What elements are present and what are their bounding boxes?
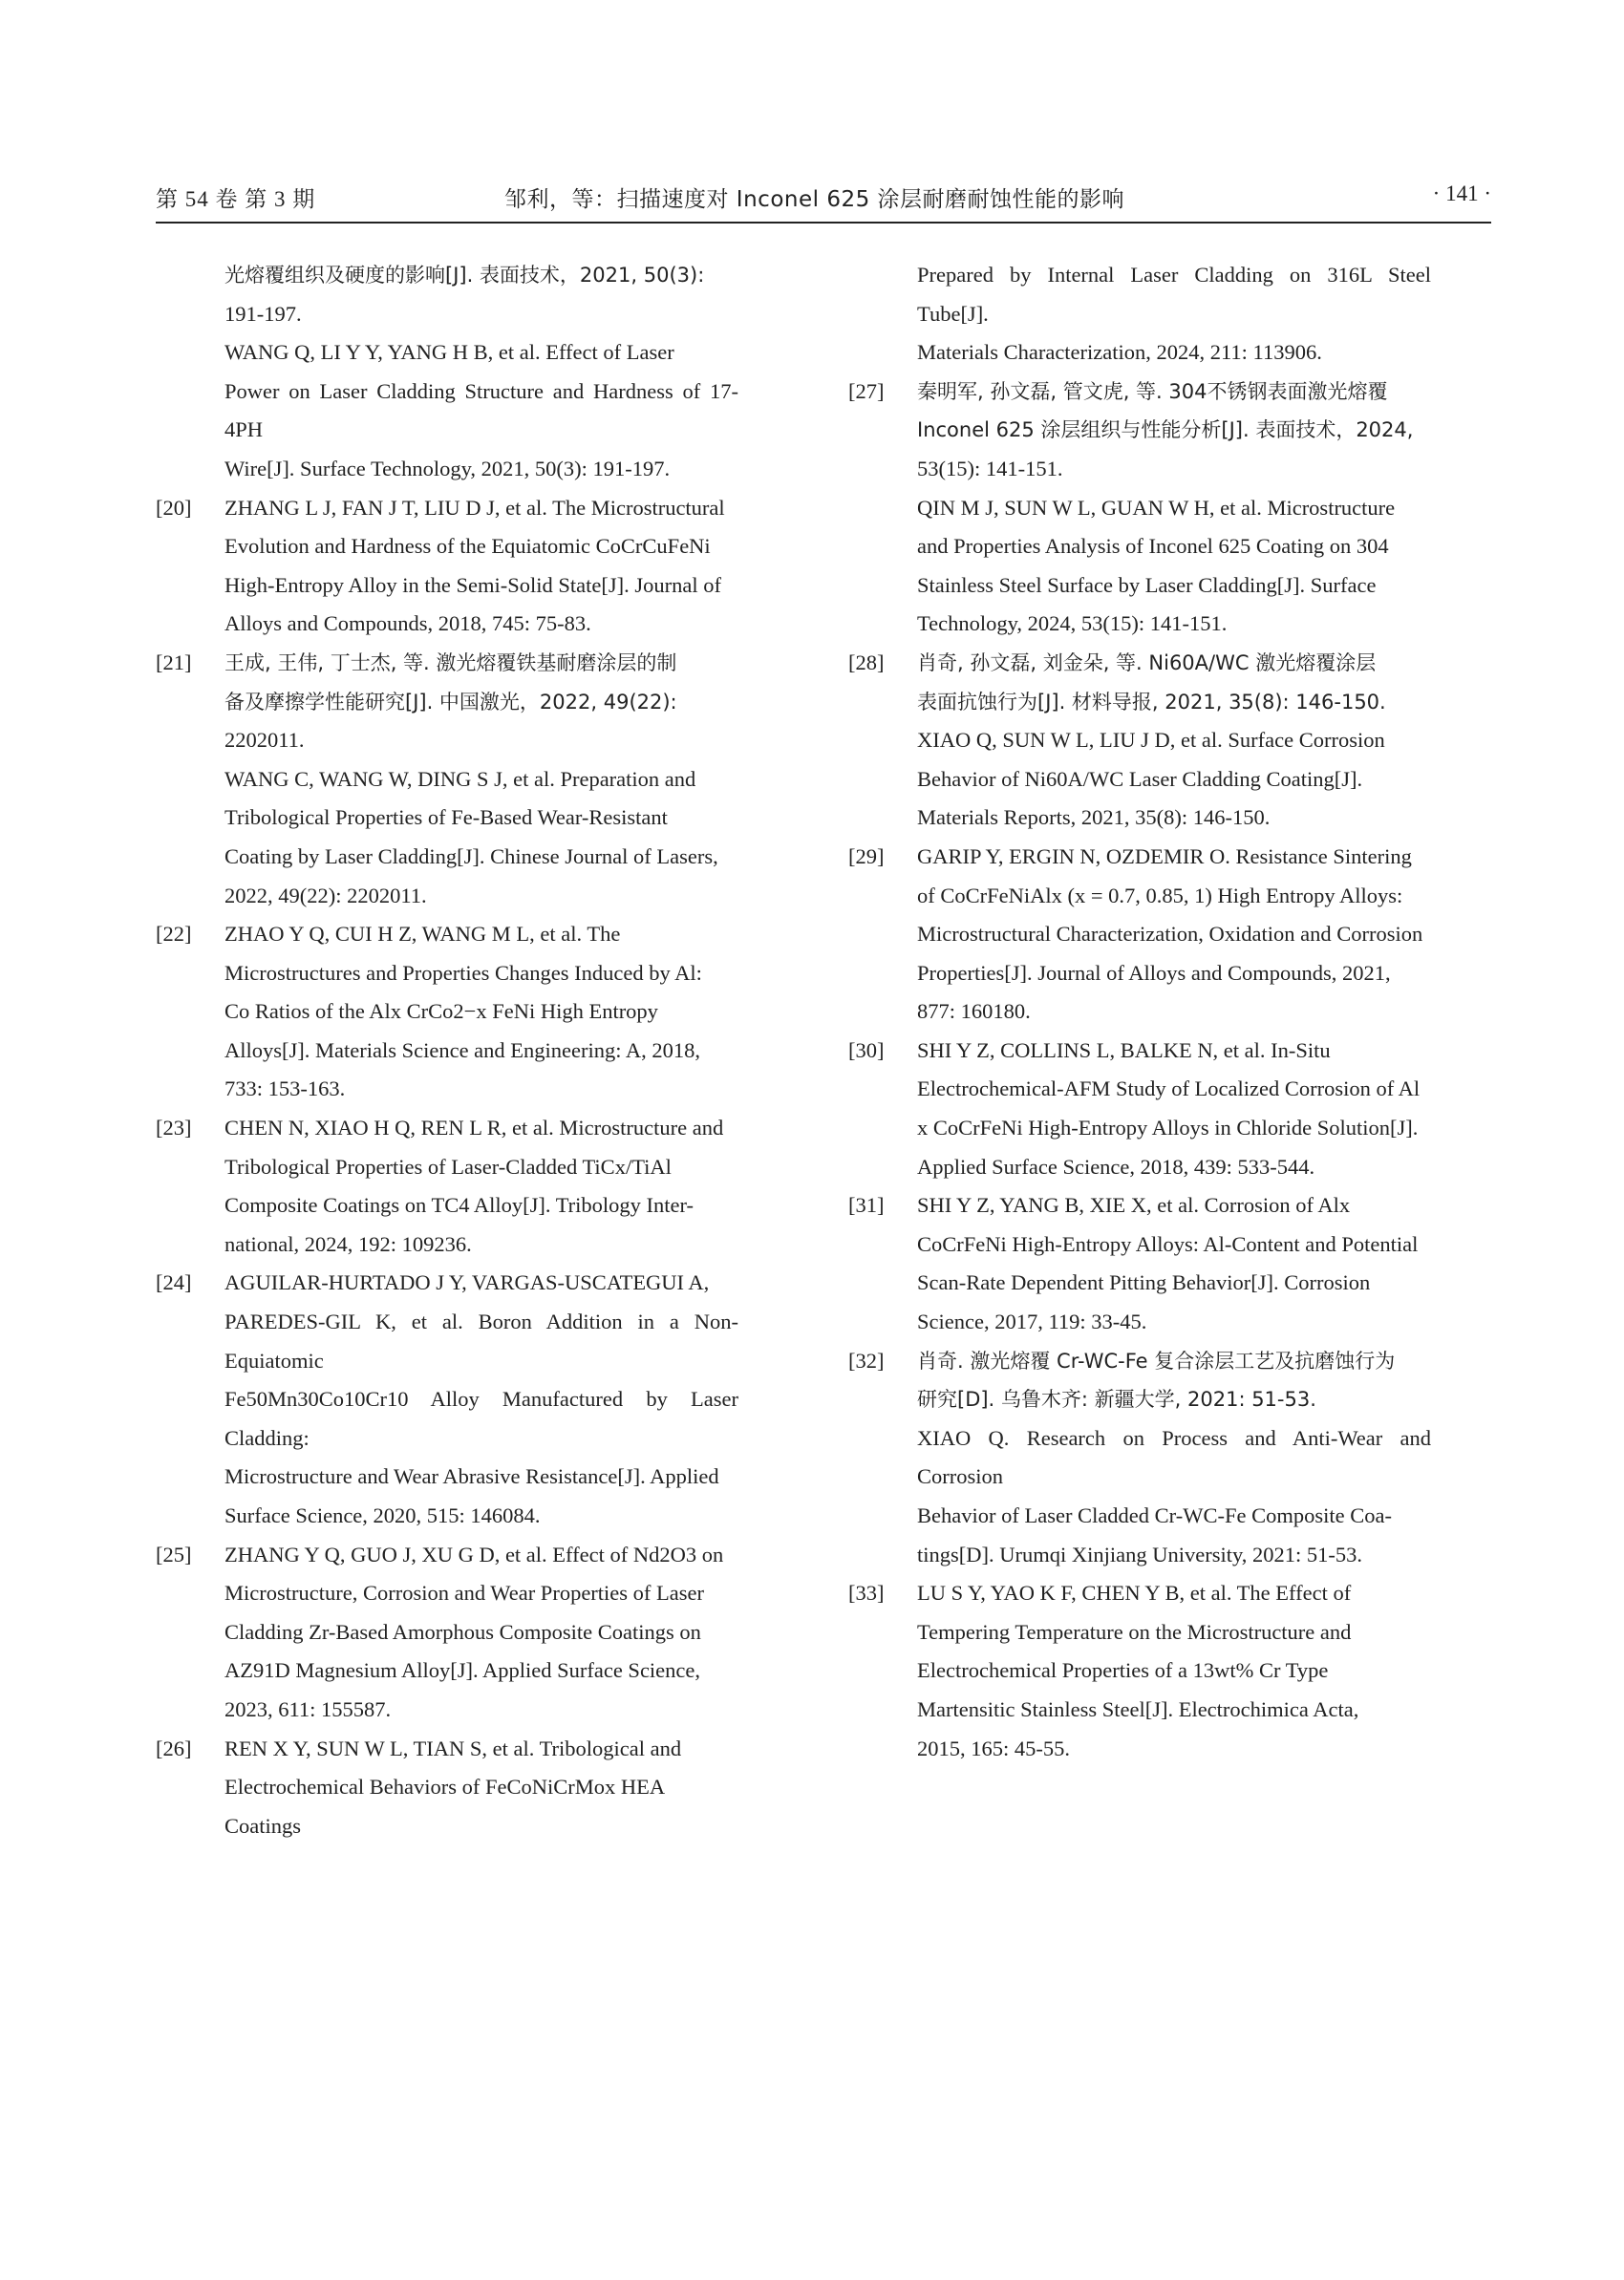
reference-line: High-Entropy Alloy in the Semi-Solid State[J]. Journal of	[224, 572, 721, 597]
reference-entry	[156, 1730, 738, 1846]
running-title: 邹利，等：扫描速度对 Inconel 625 涂层耐磨耐蚀性能的影响	[504, 187, 1125, 212]
reference-line: 肖奇. 激光熔覆 Cr-WC-Fe 复合涂层工艺及抗磨蚀行为	[917, 1349, 1396, 1373]
reference-entry	[156, 644, 738, 915]
reference-line: 2015, 165: 45-55.	[917, 1736, 1070, 1760]
header-rule	[156, 222, 1491, 224]
reference-line: Alloys[J]. Materials Science and Engineering: A, 2018,	[224, 1037, 701, 1062]
reference-entry	[156, 915, 738, 1109]
reference-line: Electrochemical-AFM Study of Localized Corrosion of Al	[917, 1076, 1421, 1101]
reference-line: 研究[D]. 乌鲁木齐: 新疆大学, 2021: 51-53.	[917, 1388, 1316, 1412]
reference-entry	[156, 1109, 738, 1264]
reference-line: AZ91D Magnesium Alloy[J]. Applied Surface Science,	[224, 1658, 701, 1683]
reference-line: 877: 160180.	[917, 999, 1031, 1024]
reference-line: REN X Y, SUN W L, TIAN S, et al. Tribological and	[224, 1736, 682, 1760]
reference-entry	[156, 1536, 738, 1730]
reference-line: 733: 153-163.	[224, 1076, 346, 1101]
reference-number: [33]	[848, 1581, 885, 1606]
reference-number: [25]	[156, 1542, 192, 1566]
reference-entry	[848, 1032, 1431, 1186]
reference-line: tings[D]. Urumqi Xinjiang University, 2021: 51-53.	[917, 1542, 1362, 1566]
reference-line: GARIP Y, ERGIN N, OZDEMIR O. Resistance Sintering	[917, 843, 1412, 868]
reference-number: [31]	[848, 1193, 885, 1218]
reference-number: [30]	[848, 1037, 885, 1062]
reference-line: WANG Q, LI Y Y, YANG H B, et al. Effect of Laser	[224, 340, 674, 365]
reference-number: [21]	[156, 650, 192, 674]
reference-line: 2022, 49(22): 2202011.	[224, 883, 427, 907]
reference-line: Co Ratios of the Alx CrCo2−x FeNi High Entropy	[224, 999, 658, 1024]
reference-line: SHI Y Z, COLLINS L, BALKE N, et al. In-Situ	[917, 1037, 1331, 1062]
reference-number: [27]	[848, 378, 885, 403]
reference-line: Applied Surface Science, 2018, 439: 533-544.	[917, 1154, 1315, 1179]
reference-line: Microstructure, Corrosion and Wear Properties of Laser	[224, 1581, 704, 1606]
reference-line: Tempering Temperature on the Microstructure and	[917, 1619, 1352, 1644]
reference-line: Evolution and Hardness of the Equiatomic CoCrCuFeNi	[224, 534, 711, 559]
journal-volume-issue: 第 54 卷 第 3 期	[156, 187, 316, 211]
reference-entry	[848, 1186, 1431, 1341]
reference-entry	[848, 644, 1431, 838]
reference-line: Composite Coatings on TC4 Alloy[J]. Tribology Inter-	[224, 1193, 694, 1218]
reference-line: Coating by Laser Cladding[J]. Chinese Journal of Lasers,	[224, 843, 718, 868]
reference-line: Cladding Zr-Based Amorphous Composite Coatings on	[224, 1619, 701, 1644]
reference-continuation	[848, 256, 1431, 373]
reference-line: Stainless Steel Surface by Laser Cladding[J]. Surface	[917, 572, 1377, 597]
reference-line: Behavior of Laser Cladded Cr-WC-Fe Composite Coa-	[917, 1503, 1392, 1527]
reference-line: CHEN N, XIAO H Q, REN L R, et al. Microstructure and	[224, 1116, 724, 1140]
reference-line: 光熔覆组织及硬度的影响[J]. 表面技术，2021, 50(3):	[224, 264, 705, 287]
reference-line: Tribological Properties of Fe-Based Wear-Resistant	[224, 805, 668, 830]
reference-line: national, 2024, 192: 109236.	[224, 1231, 472, 1256]
reference-number: [24]	[156, 1270, 192, 1295]
reference-line: 备及摩擦学性能研究[J]. 中国激光，2022, 49(22):	[224, 690, 677, 714]
reference-line: ZHANG L J, FAN J T, LIU D J, et al. The Microstructural	[224, 495, 725, 520]
reference-line: ZHAO Y Q, CUI H Z, WANG M L, et al. The	[224, 922, 621, 947]
reference-line: Wire[J]. Surface Technology, 2021, 50(3): 191-197.	[224, 456, 671, 480]
reference-line: PAREDES-GIL K, et al. Boron Addition in a Non-Equiatomic	[224, 1310, 738, 1373]
reference-line: Microstructural Characterization, Oxidation and Corrosion	[917, 922, 1423, 947]
running-header	[156, 176, 1491, 224]
right-column	[848, 256, 1431, 1768]
reference-line: and Properties Analysis of Inconel 625 Coating on 304	[917, 534, 1389, 559]
reference-line: Materials Characterization, 2024, 211: 113906.	[917, 340, 1322, 365]
reference-line: Fe50Mn30Co10Cr10 Alloy Manufactured by Laser Cladding:	[224, 1387, 738, 1450]
reference-line: XIAO Q. Research on Process and Anti-Wear and Corrosion	[917, 1425, 1431, 1489]
reference-line: 王成, 王伟, 丁士杰, 等. 激光熔覆铁基耐磨涂层的制	[224, 650, 677, 674]
reference-line: Properties[J]. Journal of Alloys and Compounds, 2021,	[917, 960, 1391, 985]
reference-line: Microstructure and Wear Abrasive Resistance[J]. Applied	[224, 1464, 719, 1489]
reference-line: WANG C, WANG W, DING S J, et al. Preparation and	[224, 766, 696, 791]
page-number: · 141 ·	[1432, 181, 1491, 205]
reference-line: Microstructures and Properties Changes Induced by Al:	[224, 960, 702, 985]
reference-entry	[156, 1264, 738, 1535]
reference-line: SHI Y Z, YANG B, XIE X, et al. Corrosion of Alx	[917, 1193, 1351, 1218]
reference-line: x CoCrFeNi High-Entropy Alloys in Chloride Solution[J].	[917, 1116, 1419, 1140]
reference-line: Science, 2017, 119: 33-45.	[917, 1310, 1147, 1334]
reference-line: 2202011.	[224, 728, 305, 753]
reference-line: Electrochemical Behaviors of FeCoNiCrMox HEA Coatings	[224, 1775, 664, 1838]
reference-entry	[848, 838, 1431, 1032]
reference-number: [22]	[156, 922, 192, 947]
reference-line: 2023, 611: 155587.	[224, 1696, 392, 1721]
reference-line: Surface Science, 2020, 515: 146084.	[224, 1503, 541, 1527]
reference-number: [28]	[848, 650, 885, 674]
reference-line: Tribological Properties of Laser-Cladded TiCx/TiAl	[224, 1154, 672, 1179]
reference-line: 秦明军, 孙文磊, 管文虎, 等. 304不锈钢表面激光熔覆	[917, 379, 1388, 403]
reference-line: 肖奇, 孙文磊, 刘金朵, 等. Ni60A/WC 激光熔覆涂层	[917, 650, 1377, 674]
reference-line: Martensitic Stainless Steel[J]. Electrochimica Acta,	[917, 1696, 1359, 1721]
reference-continuation	[156, 256, 738, 489]
reference-number: [32]	[848, 1348, 885, 1373]
reference-line: of CoCrFeNiAlx (x = 0.7, 0.85, 1) High Entropy Alloys:	[917, 883, 1403, 907]
left-column	[156, 256, 738, 1845]
reference-entry	[848, 1342, 1431, 1575]
reference-number: [29]	[848, 843, 885, 868]
reference-entry	[156, 489, 738, 644]
reference-line: LU S Y, YAO K F, CHEN Y B, et al. The Effect of	[917, 1581, 1352, 1606]
reference-line: 191-197.	[224, 301, 302, 326]
reference-line: AGUILAR-HURTADO J Y, VARGAS-USCATEGUI A,	[224, 1270, 710, 1295]
reference-line: CoCrFeNi High-Entropy Alloys: Al-Content and Potential	[917, 1231, 1419, 1256]
reference-line: Power on Laser Cladding Structure and Hardness of 17-4PH	[224, 378, 738, 442]
reference-number: [26]	[156, 1736, 192, 1760]
reference-line: XIAO Q, SUN W L, LIU J D, et al. Surface Corrosion	[917, 728, 1385, 753]
reference-entry	[848, 1574, 1431, 1768]
reference-line: ZHANG Y Q, GUO J, XU G D, et al. Effect of Nd2O3 on	[224, 1542, 724, 1566]
reference-number: [23]	[156, 1116, 192, 1140]
reference-line: Materials Reports, 2021, 35(8): 146-150.	[917, 805, 1271, 830]
reference-line: Alloys and Compounds, 2018, 745: 75-83.	[224, 611, 591, 636]
reference-entry	[848, 373, 1431, 644]
reference-line: 表面抗蚀行为[J]. 材料导报, 2021, 35(8): 146-150.	[917, 690, 1386, 714]
reference-line: Prepared by Internal Laser Cladding on 316L Steel Tube[J].	[917, 263, 1431, 326]
reference-line: Technology, 2024, 53(15): 141-151.	[917, 611, 1228, 636]
reference-number: [20]	[156, 495, 192, 520]
reference-line: QIN M J, SUN W L, GUAN W H, et al. Microstructure	[917, 495, 1396, 520]
reference-line: 53(15): 141-151.	[917, 456, 1063, 480]
reference-line: Electrochemical Properties of a 13wt% Cr Type	[917, 1658, 1329, 1683]
reference-line: Behavior of Ni60A/WC Laser Cladding Coating[J].	[917, 766, 1363, 791]
reference-line: Scan-Rate Dependent Pitting Behavior[J]. Corrosion	[917, 1270, 1371, 1295]
reference-line: Inconel 625 涂层组织与性能分析[J]. 表面技术，2024,	[917, 418, 1414, 442]
